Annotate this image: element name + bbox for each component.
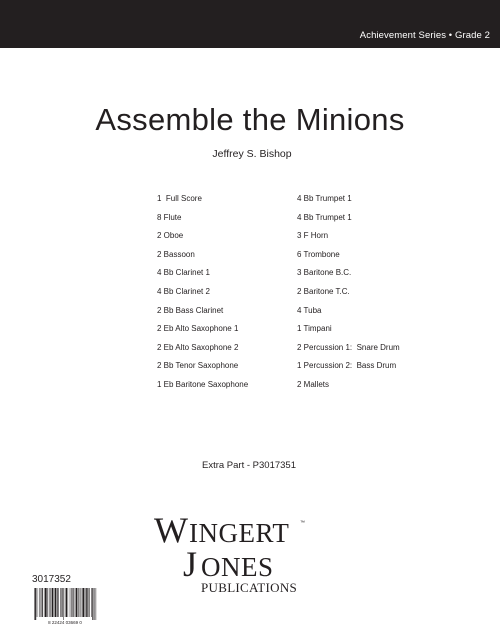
barcode-bar bbox=[96, 588, 97, 620]
barcode-bar bbox=[76, 588, 78, 617]
barcode-bar bbox=[81, 588, 82, 617]
logo-publications: PUBLICATIONS bbox=[201, 580, 298, 595]
part-item: 2 Eb Alto Saxophone 1 bbox=[157, 324, 239, 334]
barcode-bar bbox=[50, 588, 51, 617]
barcode-bar bbox=[70, 588, 71, 617]
barcode-bar bbox=[68, 588, 69, 617]
part-item: 2 Bb Tenor Saxophone bbox=[157, 361, 239, 371]
catalog-number: 3017352 bbox=[32, 574, 71, 585]
barcode-bar bbox=[87, 588, 88, 617]
barcode-bar bbox=[47, 588, 48, 617]
barcode-bar bbox=[41, 588, 42, 617]
barcode-bar bbox=[62, 588, 63, 617]
barcode-bar bbox=[49, 588, 50, 617]
part-item: 2 Eb Alto Saxophone 2 bbox=[157, 342, 239, 352]
part-item: 2 Bassoon bbox=[157, 249, 195, 259]
barcode-bar bbox=[71, 588, 72, 617]
barcode-bar bbox=[52, 588, 54, 617]
part-item: 8 Flute bbox=[157, 212, 182, 222]
barcode-bar bbox=[82, 588, 84, 617]
barcode-bar bbox=[92, 588, 93, 620]
barcode-bar bbox=[34, 588, 35, 620]
barcode-bar bbox=[85, 588, 86, 617]
barcode-bar bbox=[35, 588, 36, 620]
logo-wingert-rest: INGERT bbox=[189, 518, 290, 548]
publisher-logo bbox=[150, 510, 350, 600]
part-item: 2 Mallets bbox=[297, 379, 330, 389]
barcode-bar bbox=[37, 588, 38, 617]
barcode-bar bbox=[66, 588, 67, 617]
barcode-bar bbox=[65, 588, 66, 617]
barcode-bar bbox=[91, 588, 92, 617]
parts-list-left bbox=[157, 190, 248, 395]
logo-jones-j: J bbox=[183, 544, 198, 584]
barcode-bar bbox=[86, 588, 87, 617]
barcode-bar bbox=[54, 588, 55, 617]
part-item: 2 Percussion 1: Snare Drum bbox=[297, 342, 400, 352]
part-item: 2 Bb Bass Clarinet bbox=[157, 305, 224, 315]
logo-trademark: ™ bbox=[300, 520, 305, 526]
part-item: 4 Bb Clarinet 1 bbox=[157, 268, 210, 278]
parts-list-right bbox=[297, 190, 400, 395]
barcode-bar bbox=[60, 588, 61, 617]
logo-wingert-w: W bbox=[154, 510, 188, 550]
barcode-bar bbox=[63, 588, 64, 620]
part-item: 2 Baritone T.C. bbox=[297, 286, 350, 296]
barcode-bar bbox=[78, 588, 79, 617]
barcode-bar bbox=[42, 588, 43, 617]
part-item: 1 Percussion 2: Bass Drum bbox=[297, 361, 397, 371]
barcode-bar bbox=[39, 588, 40, 617]
part-item: 1 Full Score bbox=[157, 194, 202, 203]
barcode-bar bbox=[75, 588, 76, 617]
part-item: 1 Eb Baritone Saxophone bbox=[157, 379, 249, 389]
barcode-bar bbox=[57, 588, 58, 617]
barcode-bar bbox=[89, 588, 90, 617]
barcode-bar bbox=[55, 588, 56, 617]
barcode-digits: 8 22424 03669 0 bbox=[48, 620, 82, 625]
barcode bbox=[30, 586, 100, 626]
part-item: 3 Baritone B.C. bbox=[297, 268, 352, 278]
part-item: 4 Tuba bbox=[297, 305, 322, 315]
barcode-bar bbox=[73, 588, 74, 617]
part-item: 2 Oboe bbox=[157, 231, 184, 241]
part-item: 4 Bb Clarinet 2 bbox=[157, 286, 210, 296]
series-label: Achievement Series • Grade 2 bbox=[359, 30, 490, 41]
page-title: Assemble the Minions bbox=[95, 102, 405, 137]
part-item: 1 Timpani bbox=[297, 324, 332, 334]
barcode-bar bbox=[80, 588, 81, 617]
barcode-bar bbox=[45, 588, 47, 617]
part-item: 4 Bb Trumpet 1 bbox=[297, 194, 352, 203]
barcode-bar bbox=[58, 588, 59, 617]
barcode-bar bbox=[94, 588, 95, 620]
part-item: 6 Trombone bbox=[297, 249, 340, 259]
part-item: 4 Bb Trumpet 1 bbox=[297, 212, 352, 222]
header-bar bbox=[0, 0, 500, 48]
extra-part-label: Extra Part - P3017351 bbox=[202, 460, 296, 471]
barcode-bar bbox=[44, 588, 45, 617]
part-item: 3 F Horn bbox=[297, 231, 329, 241]
logo-jones-rest: ONES bbox=[201, 552, 274, 582]
composer-name: Jeffrey S. Bishop bbox=[212, 148, 292, 160]
